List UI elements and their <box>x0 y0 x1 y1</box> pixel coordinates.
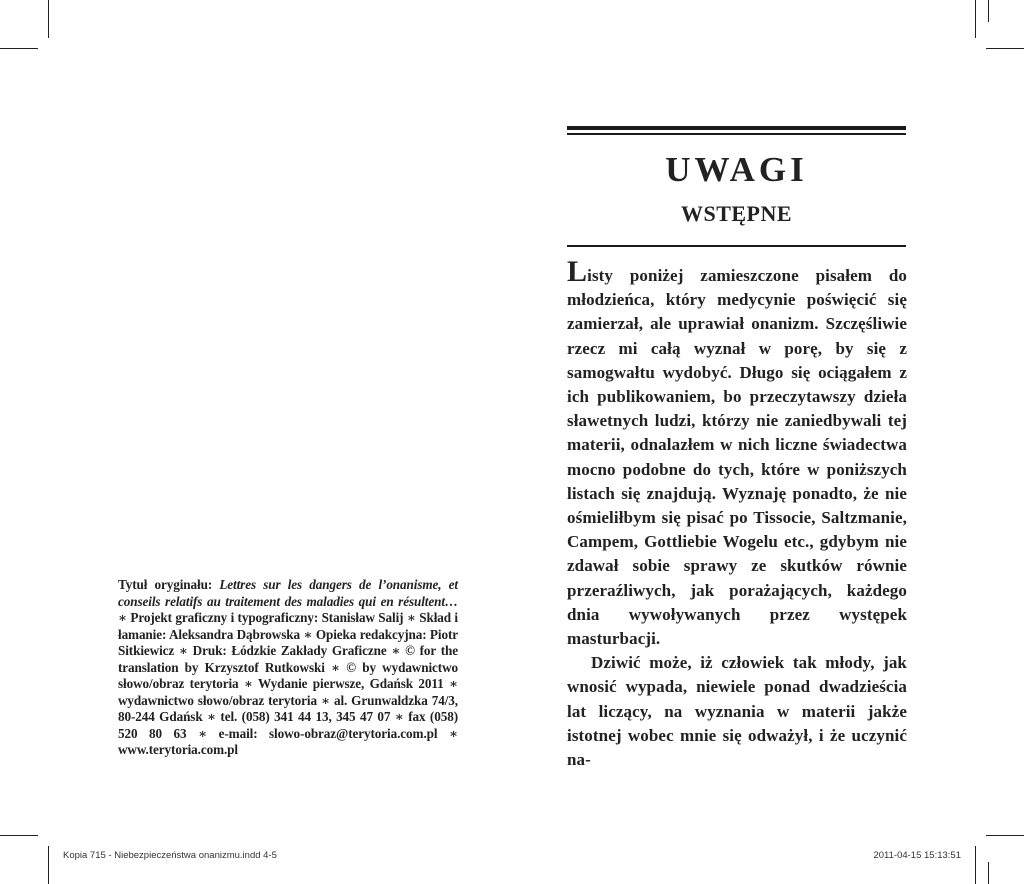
paragraph-1 <box>567 255 907 651</box>
chapter-title: UWAGI <box>665 150 808 189</box>
heading-rule-bottom <box>567 245 906 247</box>
crop-mark <box>48 846 49 884</box>
colophon-credits: ∗ Projekt graficzny i typograficzny: Stanisław Salij ∗ Skład i łamanie: Aleksandra Dąbrowska ∗ Opieka redakcyjna: Piotr Sitkiewicz ∗ Druk: Łódzkie Zakłady Graficzne ∗ © for the translation by Krzysztof Rutkowski ∗ © by wydawnictwo słowo/obraz terytoria ∗ Wydanie pierwsze, Gdańsk 2011 ∗ wydawnictwo słowo/obraz terytoria ∗ al. Grunwaldzka 74/3, 80-244 Gdańsk ∗ tel. (058) 341 44 13, 345 47 07 ∗ fax (058) 520 80 63 ∗ e-mail: slowo-obraz@terytoria.com.pl ∗ www.terytoria.com.pl <box>118 610 458 758</box>
crop-mark <box>986 48 1024 49</box>
paragraph-1-text: isty poniżej zamieszczone pisałem do młodzieńca, który medycynie poświęcić się zamierzał, ale uprawiał onanizm. Szczęśliwie rzecz mi całą wyznał w porę, by się z samogwałtu wydobyć. Długo się ociągałem z ich publikowaniem, bo przeczytawszy dzieła sławetnych ludzi, którzy nie zaniedbywali tej materii, odnalazłem w nich liczne świadectwa mocno podobne do tych, które w poniższych listach się znajdują. Wyznaję ponadto, że nie ośmieliłbym się pisać po Tissocie, Saltzmanie, Campem, Gottliebie Wogelu etc., gdybym nie zdawał sobie sprawy ze skutków równie przeraźliwych, jak porażających, każdego dnia wywoływanych przez występek masturbacji. <box>567 266 907 649</box>
heading-rule-top-thin <box>567 133 906 135</box>
crop-mark <box>0 835 38 836</box>
crop-mark <box>975 0 976 38</box>
paragraph-2: Dziwić może, iż człowiek tak młody, jak wnosić wypada, niewiele ponad dwadzieścia lat liczący, na wyznania w materii jakże istotnej wobec mnie się odważył, i że uczynić na- <box>567 653 907 770</box>
crop-mark <box>988 862 989 884</box>
file-info: Kopia 715 - Niebezpieczeństwa onanizmu.indd 4-5 <box>63 850 277 861</box>
crop-mark <box>986 835 1024 836</box>
chapter-subtitle: WSTĘPNE <box>680 201 793 226</box>
drop-cap: L <box>567 255 588 288</box>
colophon-label: Tytuł oryginału: <box>118 577 220 592</box>
heading-rule-top <box>567 126 906 130</box>
crop-mark <box>988 0 989 22</box>
colophon <box>118 577 458 759</box>
body-text <box>567 255 907 772</box>
crop-mark <box>48 0 49 38</box>
timestamp: 2011-04-15 15:13:51 <box>873 850 961 861</box>
crop-mark <box>0 48 38 49</box>
original-title: Lettres sur les dangers de l’onanisme, et conseils relatifs au traitement des maladies qui en résultent… <box>118 577 458 609</box>
crop-mark <box>975 846 976 884</box>
